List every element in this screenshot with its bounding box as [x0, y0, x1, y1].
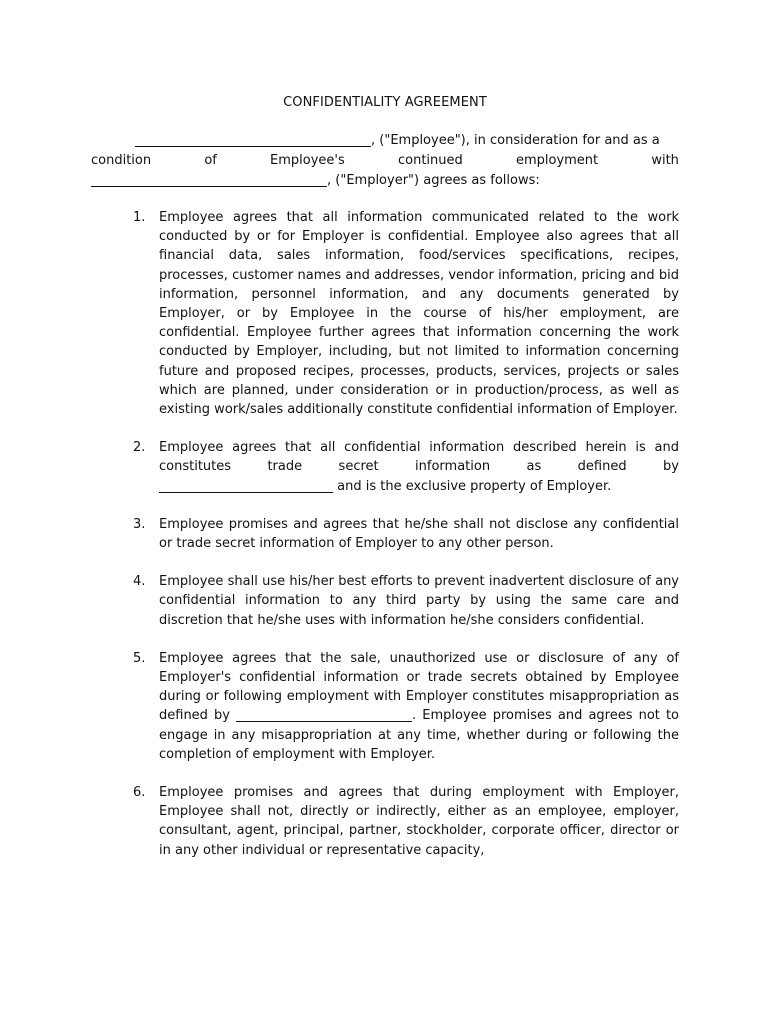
clause-text [159, 438, 679, 496]
clause-word: by [663, 459, 679, 475]
intro-line-3-text: , ("Employer") agrees as follows: [327, 173, 540, 188]
clause-5-text-before: Employee agrees that the sale, unauthorized use or disclosure of any of Employer's confidential information or trade secrets obtained by Employee during or following employment with Employer constitutes misappropriation as defined by [159, 650, 679, 724]
clause-2 [133, 438, 679, 496]
intro-line-2 [91, 151, 679, 171]
clause-word: trade [267, 459, 303, 475]
clause-5-text-after: . Employee promises and agrees not to engage in any misappropriation at any time, whether during or following the completion of employment with Employer. [159, 708, 679, 762]
clause-2-line-2 [159, 457, 679, 476]
intro-word: with [651, 153, 679, 168]
clause-text: Employee agrees that all information communicated related to the work conducted by or for Employer is confidential. Employee also agrees that all financial data, sales information, food/services specifications, recipes, processes, customer names and addresses, vendor information, pricing and bid information, personnel information, and any documents generated by Employer, or by Employee in the course of his/her employment, are confidential. Employee further agrees that information concerning the work conducted by Employer, including, but not limited to information concerning future and proposed recipes, processes, products, services, projects or sales which are planned, under consideration or in production/process, as well as existing work/sales additionally constitute confidential information of Employer. [159, 210, 679, 418]
intro-word: employment [515, 153, 599, 168]
clause-list [133, 208, 679, 860]
clause-2-line-1: Employee agrees that all confidential information described herein is and [159, 440, 679, 456]
clause-word: secret [338, 459, 379, 475]
clause-3 [133, 515, 679, 553]
clause-1 [133, 208, 679, 419]
clause-word: defined [577, 459, 627, 475]
clause-number: 3. [133, 516, 146, 532]
clause-2-line-3 [159, 477, 679, 496]
clause-number: 6. [133, 785, 146, 801]
clause-6 [133, 783, 679, 860]
trade-secret-statute-blank[interactable] [159, 479, 333, 493]
intro-line-1 [91, 131, 679, 151]
employer-name-blank[interactable] [91, 172, 327, 187]
clause-text [159, 649, 679, 764]
clause-text: Employee promises and agrees that during employment with Employer, Employee shall not, directly or indirectly, either as an employee, employer, consultant, agent, principal, partner, stockholder, corporate officer, director or in any other individual or representative capacity, [159, 785, 679, 858]
clause-number: 4. [133, 574, 146, 590]
clause-number: 5. [133, 650, 146, 666]
clause-word: as [526, 459, 542, 475]
intro-paragraph [91, 131, 679, 191]
intro-line-3 [91, 171, 679, 191]
misappropriation-statute-blank[interactable] [236, 708, 412, 722]
document-title: CONFIDENTIALITY AGREEMENT [283, 95, 487, 110]
intro-word: continued [397, 153, 463, 168]
intro-word: of [204, 153, 217, 168]
intro-word: condition [91, 153, 152, 168]
intro-line-1-text: , ("Employee"), in consideration for and as a [371, 133, 660, 148]
clause-number: 1. [133, 210, 146, 225]
clause-5 [133, 649, 679, 764]
employee-name-blank[interactable] [135, 132, 371, 147]
clause-text: Employee shall use his/her best efforts to prevent inadvertent disclosure of any confidential information to any third party by using the same care and discretion that he/she uses with information he/she considers confidential. [159, 574, 679, 628]
clause-4 [133, 572, 679, 630]
clause-2-line-3-text: and is the exclusive property of Employer. [333, 478, 612, 494]
intro-word: Employee's [270, 153, 345, 168]
clause-text: Employee promises and agrees that he/she shall not disclose any confidential or trade secret information of Employer to any other person. [159, 516, 679, 552]
clause-word: constitutes [159, 459, 232, 475]
clause-number: 2. [133, 440, 146, 456]
clause-word: information [415, 459, 491, 475]
